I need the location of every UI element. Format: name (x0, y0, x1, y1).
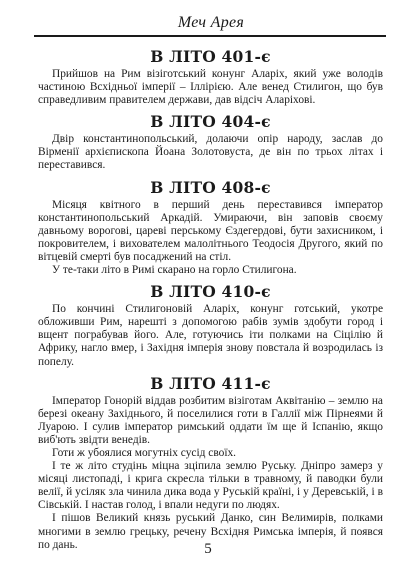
entry-paragraph: Імператор Гонорій віддав розбитим візіготам Аквітанію – землю на березі океану Західнього, й поселилися готи в Галлії між Пірнеями й Луарою. І сулив імператор римський оддати їм ще й Іспанію, якщо виб'ють звідти венедів. (38, 394, 383, 446)
entry-heading: В ЛІТО 404-є (150, 112, 271, 132)
entry-paragraph: Готи ж убоялися могутніх сусід своїх. (52, 446, 237, 459)
entry-paragraph: Двір константинопольський, долаючи опір народу, заслав до Вірменії архієпископа Йоана Золотовуста, де він по трьох літах і переставився. (38, 133, 383, 172)
header-rule (34, 35, 386, 37)
entry-paragraph: Прийшов на Рим візіготський конунг Аларіх, який уже володів частиною Всхідньої імперії – Іллірією. Але венед Стилигон, що був справедливим правителем держави, дав відсіч Аларіхові. (38, 68, 383, 107)
entry-heading: В ЛІТО 401-є (150, 47, 271, 66)
entry-paragraph: І те ж літо студінь міцна зціпила землю Руську. Дніпро замерз у місяці листопаді, і крига скресла тільки в травному, й паводки були велії, й усіляк зла чинила дика вода у Руській країні, і у Деревській, і в Сівській. І настав голод, і впали недуги по людях. (38, 460, 383, 512)
entry-paragraph: По кончині Стилигоновій Аларіх, конунг готський, укотре обложивши Рим, нарешті з допомогою рабів зумів здобути город і вщент пограбував його. Але, готуючись іти полками на Сіцілію й Африку, нагло вмер, і Західня імперія знову повстала й возродилась із попелу. (38, 303, 383, 368)
running-head: Меч Арея (177, 14, 245, 31)
entry-paragraph: І пішов Великий князь руський Данко, син Велимирів, полками многими в землю грецьку, речену Всхідня Римська імперія, й появся по дань. (38, 512, 383, 551)
page-number: 5 (204, 541, 212, 557)
page-content (38, 42, 383, 552)
entry-heading: В ЛІТО 411-є (150, 373, 271, 393)
entry-401 (38, 48, 383, 107)
entry-411 (38, 375, 383, 552)
entry-410 (38, 283, 383, 368)
entry-408 (38, 179, 383, 278)
entry-404 (38, 113, 383, 172)
entry-heading: В ЛІТО 410-є (150, 282, 271, 302)
entry-paragraph: У те-таки літо в Римі скарано на горло Стилигона. (52, 264, 297, 277)
entry-paragraph: Місяця квітного в перший день переставився імператор константинопольський Аркадій. Умираючи, він заповів своєму давньому ворогові, цареві перському Єздегердові, бути захисником, і покровителем, і вихователем малолітнього Теодосія Другого, який по вітцевій смерті був посаджений на стіл. (38, 198, 383, 263)
entry-heading: В ЛІТО 408-є (150, 177, 271, 197)
